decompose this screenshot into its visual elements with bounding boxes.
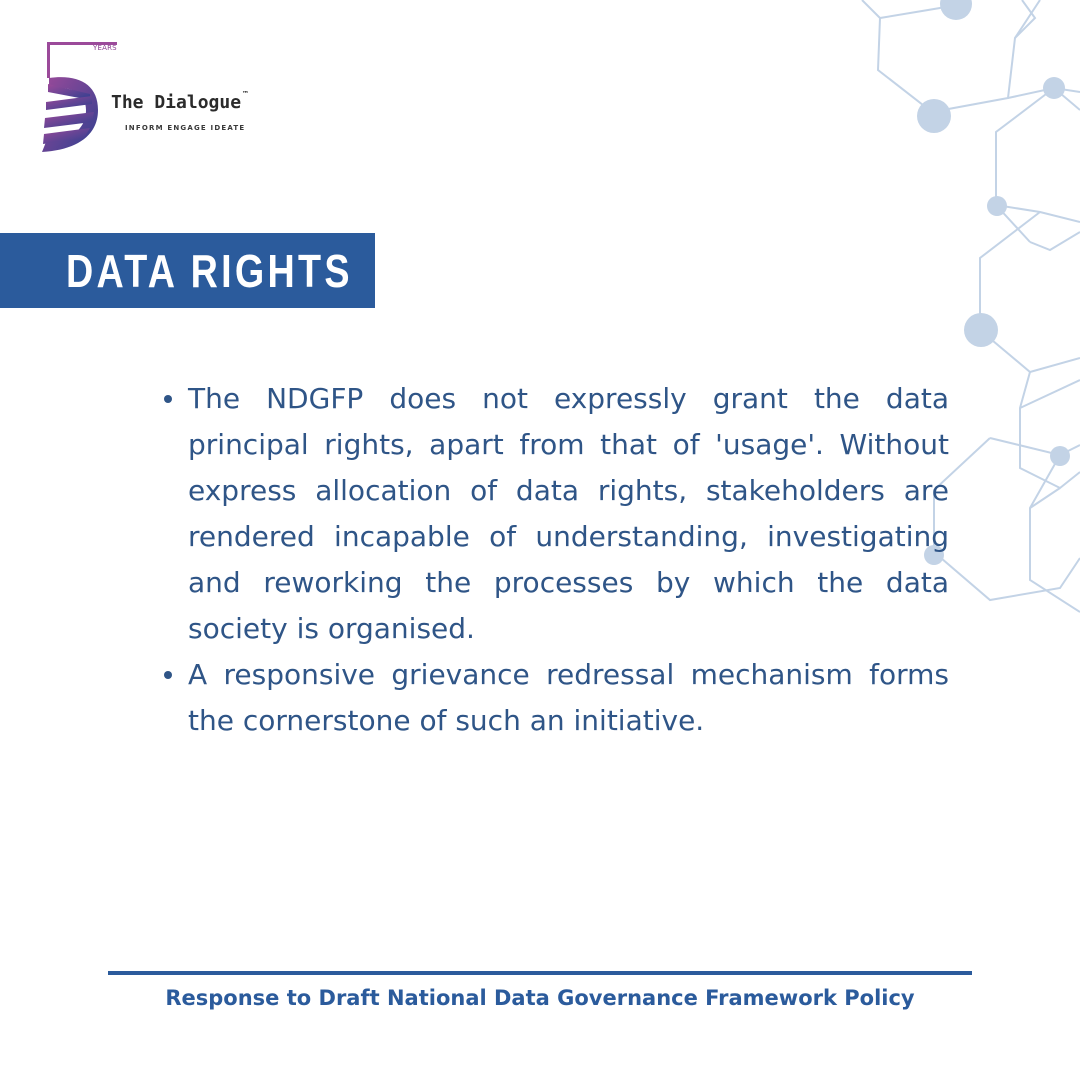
page-title: DATA RIGHTS [66, 244, 353, 297]
list-item [160, 652, 949, 744]
bullet-list [160, 376, 949, 744]
bullet-icon [164, 671, 172, 679]
logo-years-label: YEARS [93, 44, 117, 52]
logo-brand-name [111, 92, 249, 113]
footer-divider [108, 971, 972, 975]
the-dialogue-logo [38, 38, 298, 158]
trademark-symbol: ™ [242, 90, 250, 98]
bullet-text: The NDGFP does not expressly grant the data principal rights, apart from that of 'usage'. Without express allocation of data rights, stakeholders are rendered incapable of understanding, investigating and reworking the processes by which the data society is organised. [188, 382, 949, 645]
logo-tagline: INFORM ENGAGE IDEATE [125, 124, 246, 132]
heading-banner [0, 233, 375, 308]
bullet-text: A responsive grievance redressal mechanism forms the cornerstone of such an initiative. [188, 658, 949, 737]
list-item [160, 376, 949, 652]
logo-brand-text: The Dialogue [111, 92, 242, 113]
footer-caption: Response to Draft National Data Governance Framework Policy [165, 986, 915, 1010]
bullet-icon [164, 395, 172, 403]
